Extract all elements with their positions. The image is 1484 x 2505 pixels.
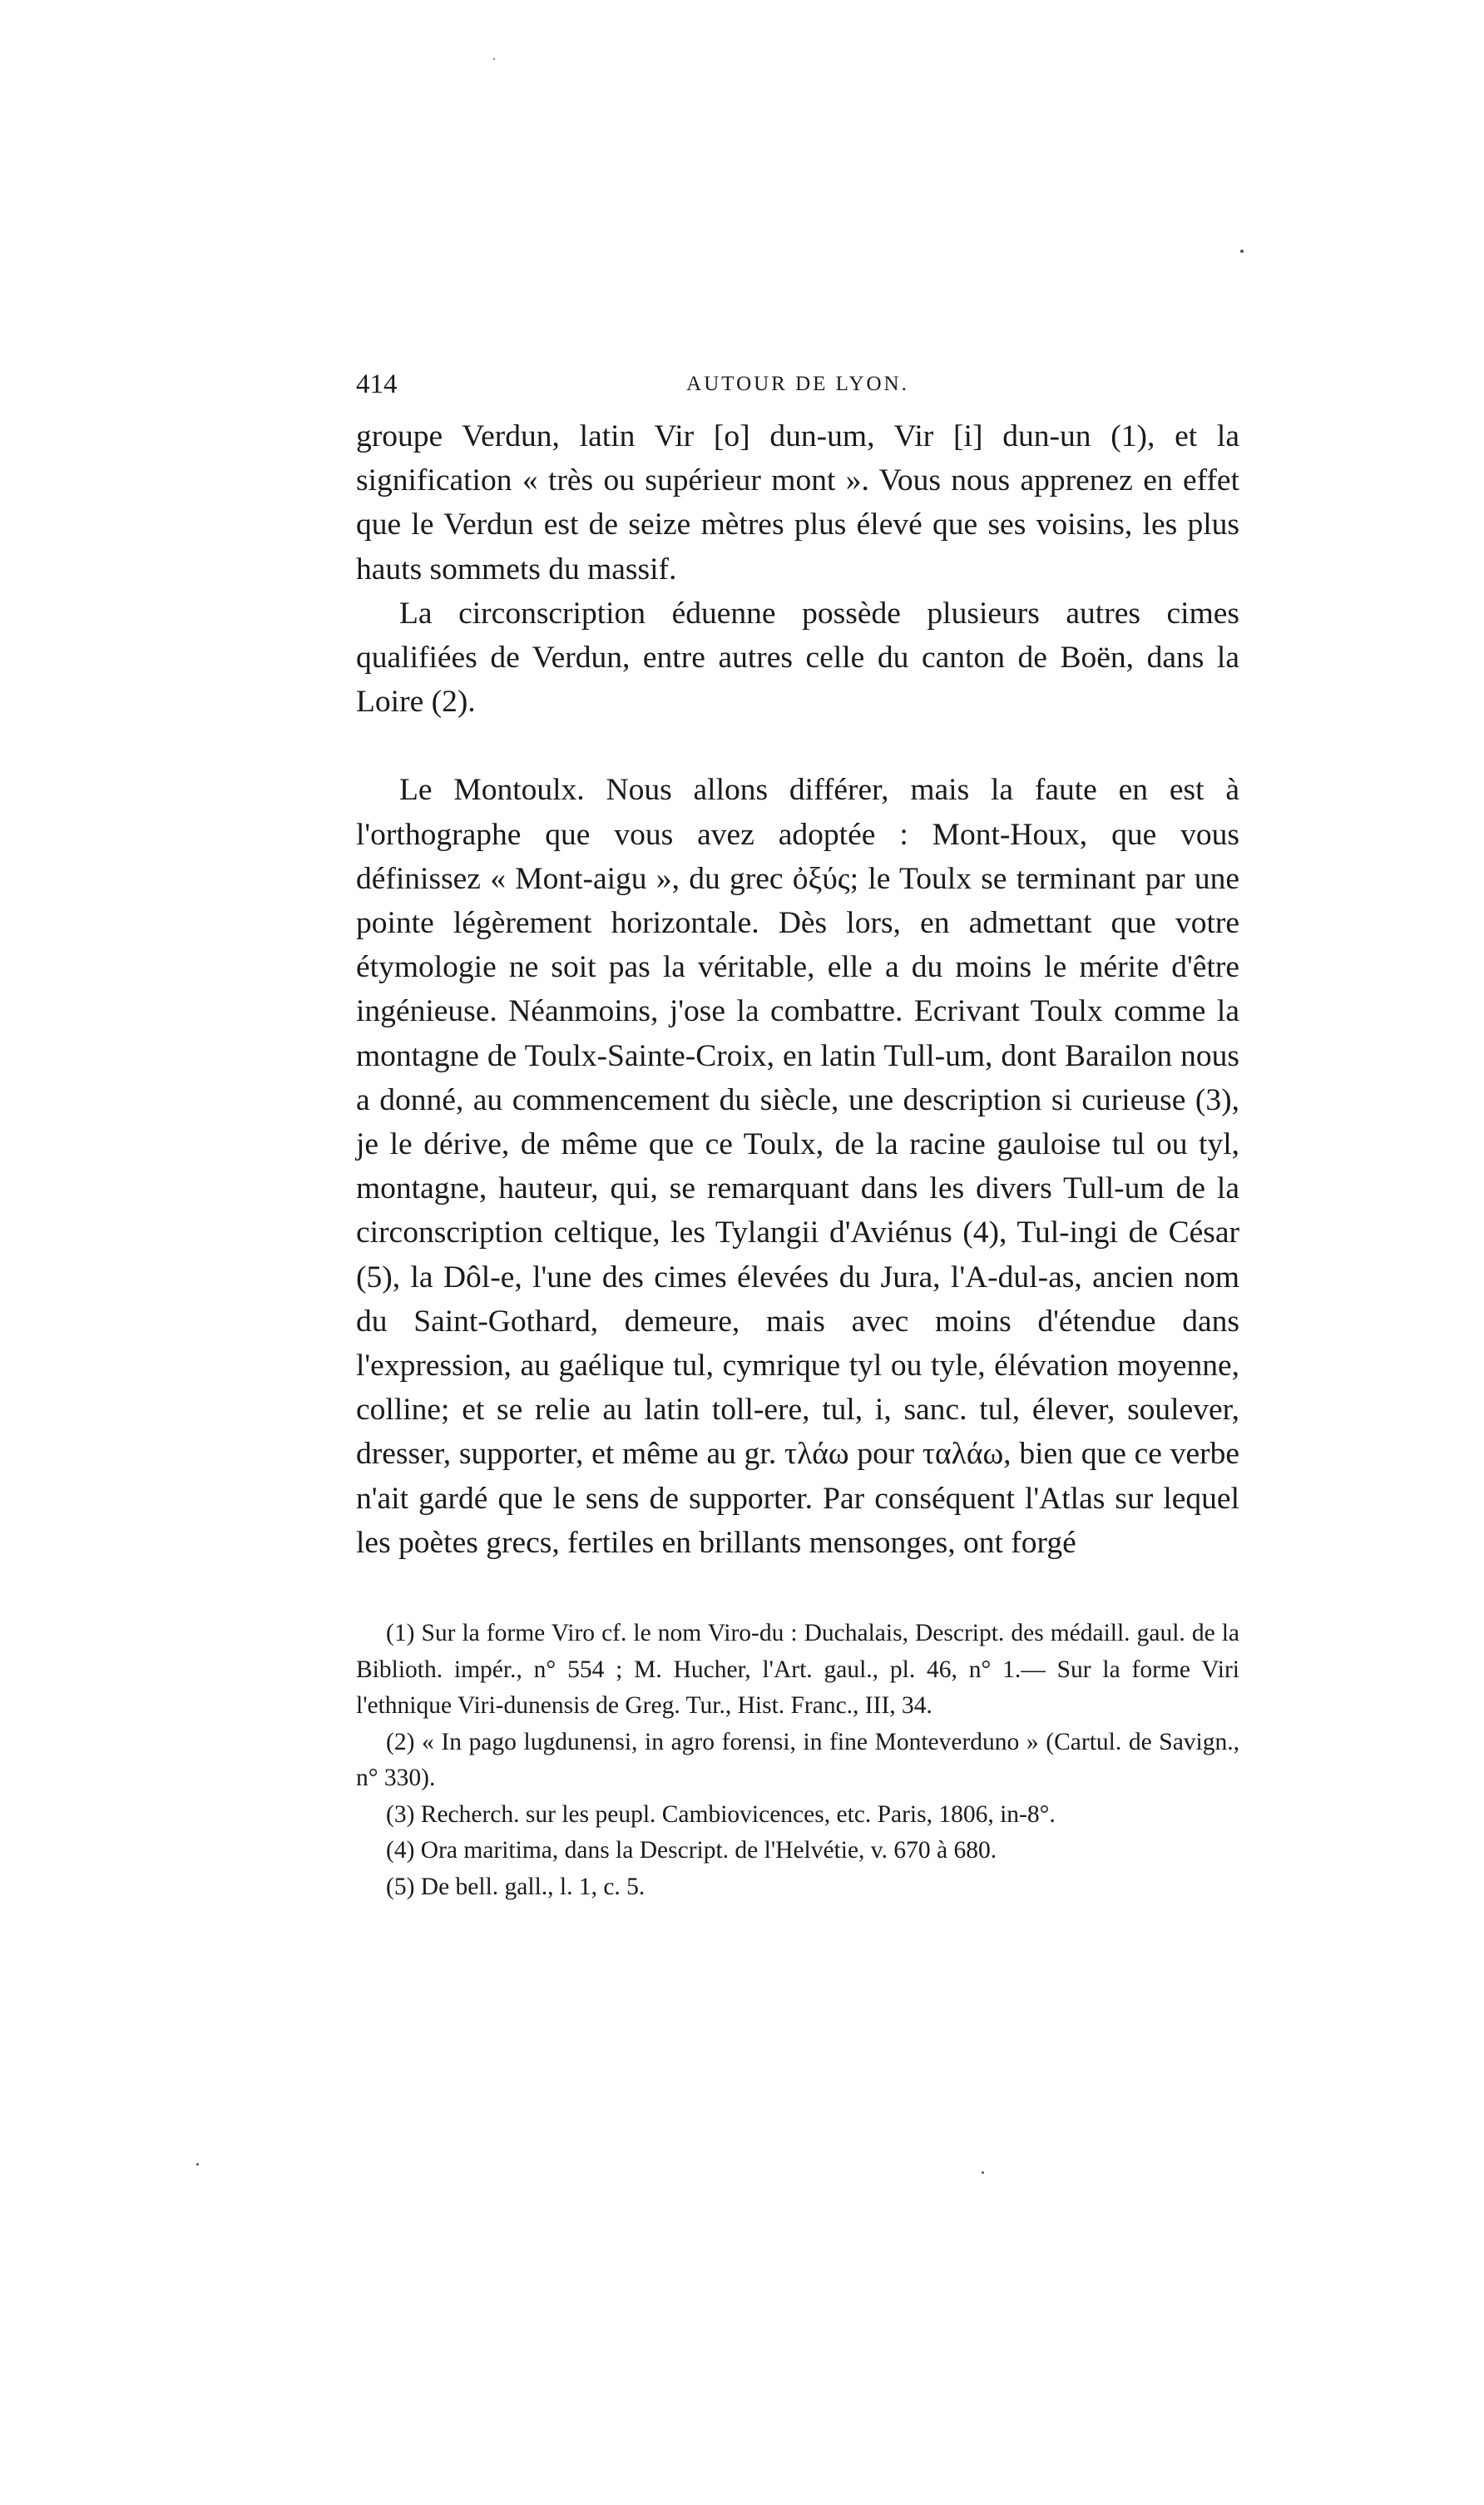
- paper-speck: [493, 58, 495, 60]
- paper-speck: [1240, 250, 1244, 253]
- paragraph: La circonscription éduenne possède plusieurs autres cimes qualifiées de Verdun, entre autres celle du canton de Boën, dans la Loire (2).: [356, 596, 1239, 720]
- footnotes: [356, 1616, 1239, 1905]
- running-header: [356, 364, 1239, 404]
- footnote: (1) Sur la forme Viro cf. le nom Viro-du : Duchalais, Descript. des médaill. gaul. de la Biblioth. impér., n° 554 ; M. Hucher, l'Art. gaul., pl. 46, n° 1.— Sur la forme Viri l'ethnique Viri-dunensis de Greg. Tur., Hist. Franc., III, 34.: [356, 1620, 1239, 1719]
- paper-speck: [982, 2171, 984, 2174]
- body-text: [356, 414, 1239, 1565]
- page-number: 414: [356, 369, 398, 399]
- paragraph: groupe Verdun, latin Vir [o] dun-um, Vir [i] dun-un (1), et la signification « très ou supérieur mont ». Vous nous apprenez en effet que le Verdun est de seize mètres plus élevé que ses voisins, les plus hauts sommets du massif.: [356, 419, 1239, 587]
- paper-speck: [196, 2163, 199, 2166]
- footnote: (2) « In pago lugdunensi, in agro forensi, in fine Monteverduno » (Cartul. de Savign., n° 330).: [356, 1728, 1239, 1791]
- footnote: (4) Ora maritima, dans la Descript. de l'Helvétie, v. 670 à 680.: [386, 1837, 997, 1864]
- running-title: AUTOUR DE LYON.: [686, 373, 909, 395]
- paragraph: Le Montoulx. Nous allons différer, mais la faute en est à l'orthographe que vous avez adoptée : Mont-Houx, que vous définissez « Mont-aigu », du grec ὀξύς; le Toulx se terminant par une pointe légèrement horizontale. Dès lors, en admettant que votre étymologie ne soit pas la véritable, elle a du moins le mérite d'être ingénieuse. Néanmoins, j'ose la combattre. Ecrivant Toulx comme la montagne de Toulx-Sainte-Croix, en latin Tull-um, dont Barailon nous a donné, au commencement du siècle, une description si curieuse (3), je le dérive, de même que ce Toulx, de la racine gauloise tul ou tyl, montagne, hauteur, qui, se remarquant dans les divers Tull-um de la circonscription celtique, les Tylangii d'Aviénus (4), Tul-ingi de César (5), la Dôl-e, l'une des cimes élevées du Jura, l'A-dul-as, ancien nom du Saint-Gothard, demeure, mais avec moins d'étendue dans l'expression, au gaélique tul, cymrique tyl ou tyle, élévation moyenne, colline; et se relie au latin toll-ere, tul, i, sanc. tul, élever, soulever, dresser, supporter, et même au gr. τλάω pour ταλάω, bien que ce verbe n'ait gardé que le sens de supporter. Par conséquent l'Atlas sur lequel les poètes grecs, fertiles en brillants mensonges, ont forgé: [356, 773, 1239, 1560]
- footnote: (5) De bell. gall., l. 1, c. 5.: [386, 1873, 646, 1900]
- footnote: (3) Recherch. sur les peupl. Cambiovicences, etc. Paris, 1806, in-8°.: [386, 1800, 1056, 1828]
